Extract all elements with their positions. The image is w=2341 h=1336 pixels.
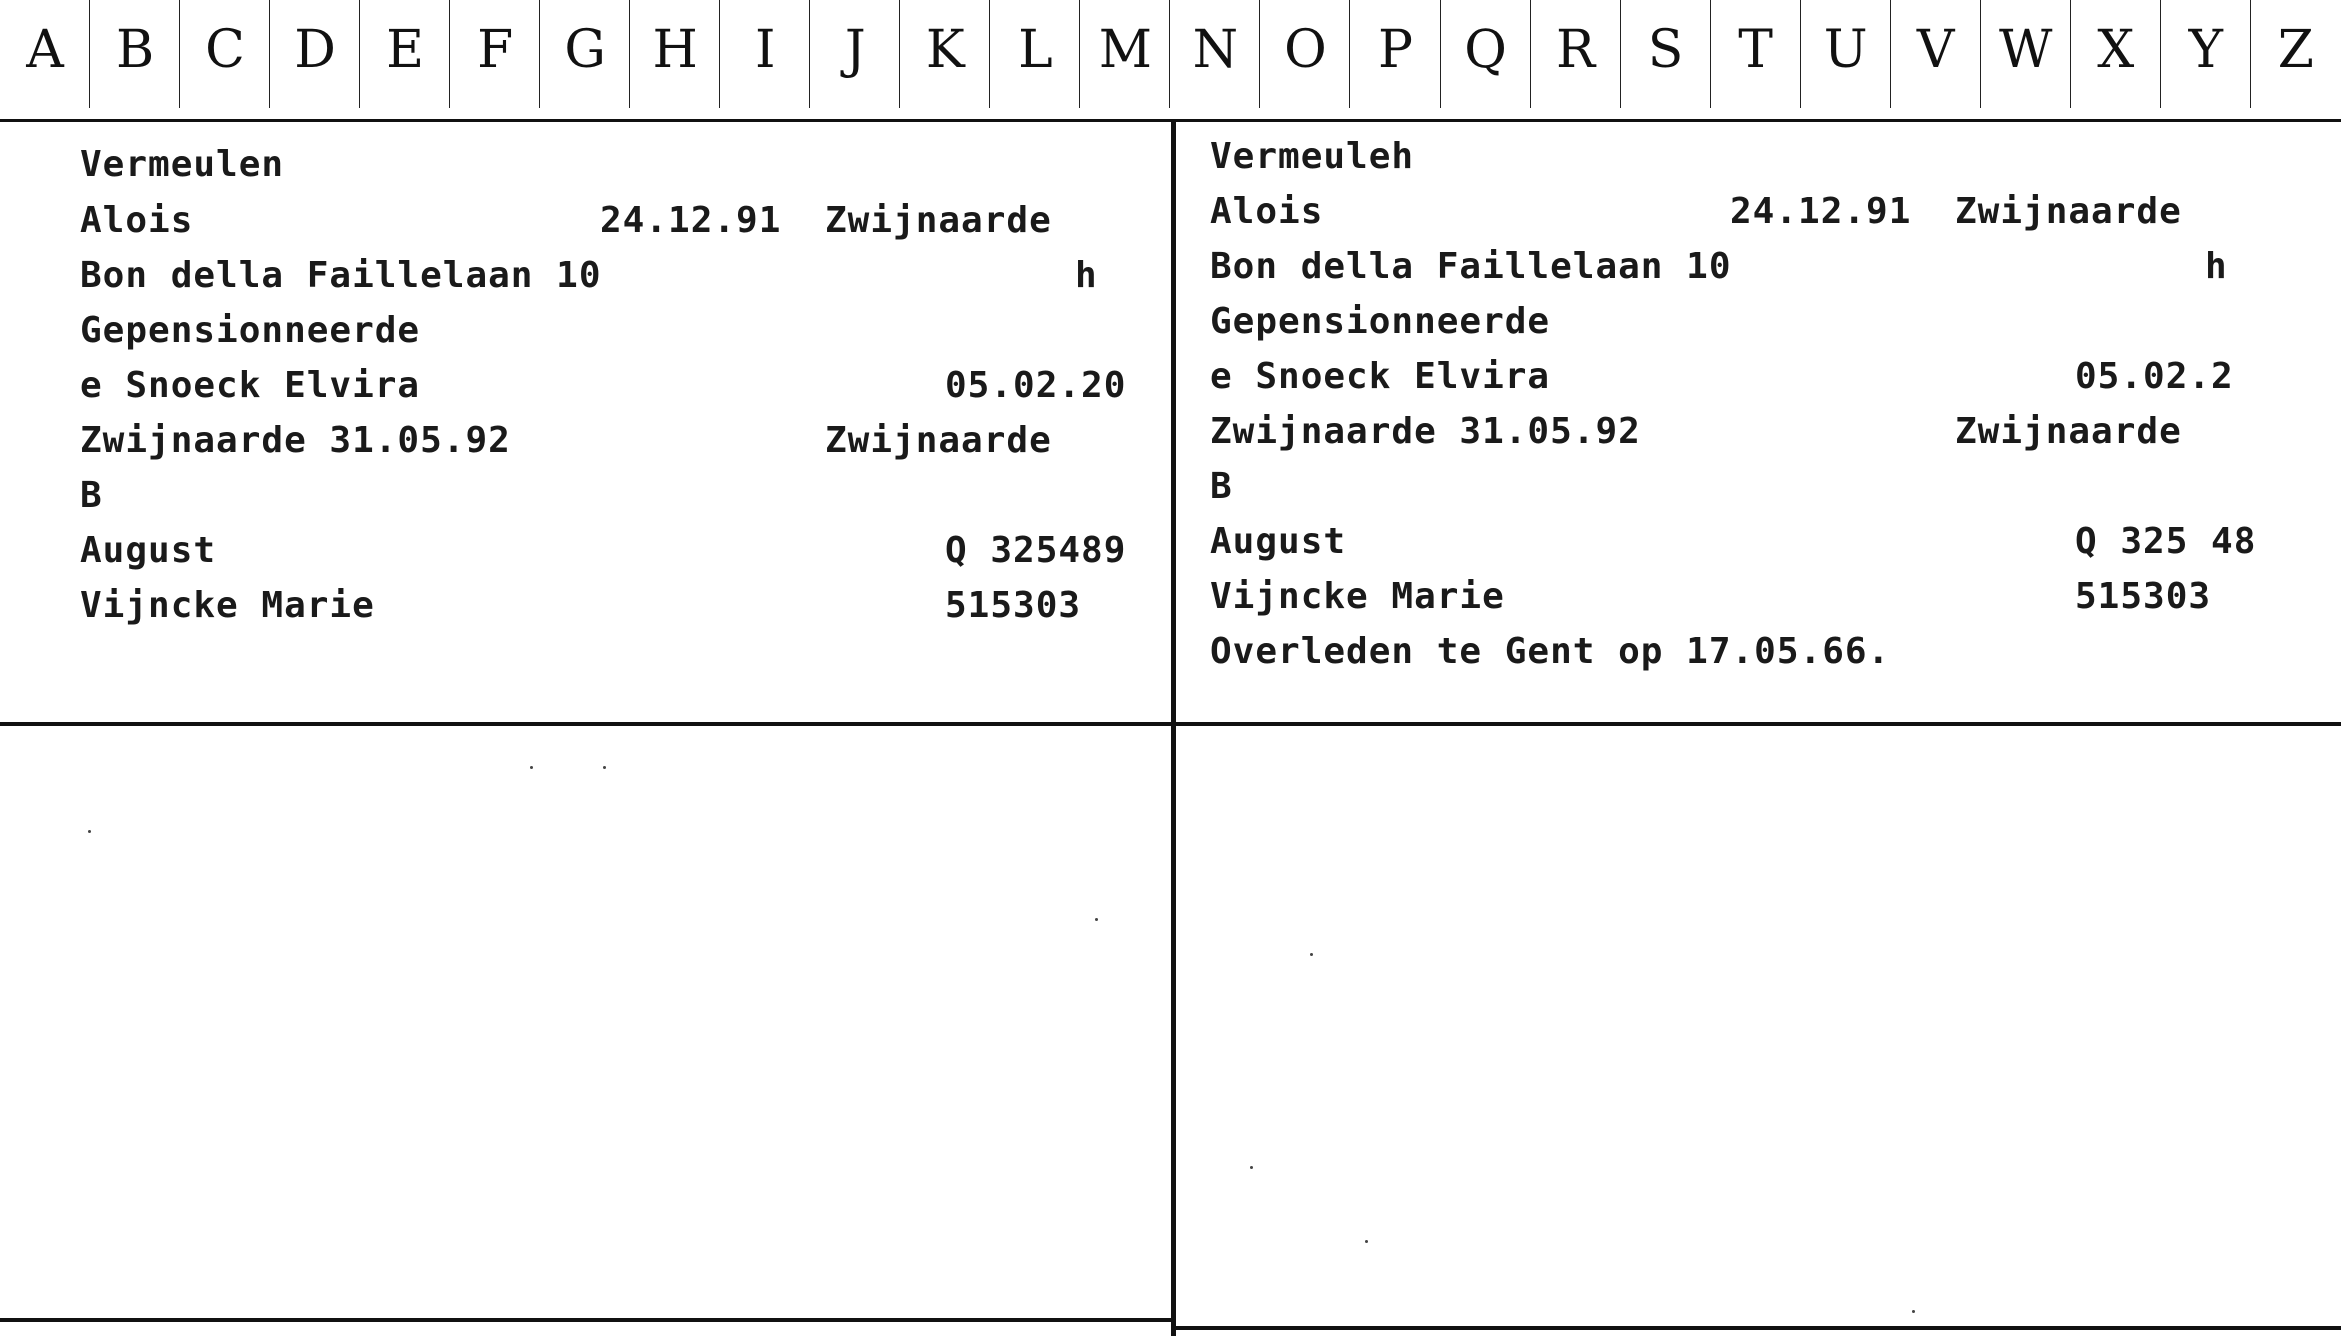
- spouse-field: e Snoeck Elvira: [1210, 356, 1551, 397]
- index-letter-v: V: [1891, 0, 1981, 119]
- address-mark: h: [2205, 246, 2228, 287]
- index-letter-y: Y: [2161, 0, 2251, 119]
- scan-speck: [603, 766, 606, 769]
- index-letter-e: E: [360, 0, 450, 119]
- index-letter-j: J: [810, 0, 900, 119]
- index-letter-u: U: [1801, 0, 1891, 119]
- mother-field: Vijncke Marie: [80, 585, 375, 626]
- mother-line: [80, 585, 1160, 749]
- index-letter-z: Z: [2277, 20, 2314, 80]
- index-letter-k: K: [900, 0, 990, 119]
- index-letter-l: L: [990, 0, 1080, 119]
- marriage-place-field: Zwijnaarde: [825, 420, 1052, 461]
- death-note: Overleden te Gent op 17.05.66.: [1210, 631, 1891, 672]
- index-letter-i: I: [720, 0, 810, 119]
- spouse-birth-date-field: 05.02.2: [2075, 356, 2234, 397]
- occupation-field: Gepensionneerde: [1210, 301, 1551, 342]
- address-field: Bon della Faillelaan 10: [80, 255, 602, 296]
- address-mark: h: [1075, 255, 1098, 296]
- file-number-field: 515303: [2075, 576, 2212, 617]
- surname-field: Vermeulen: [80, 144, 285, 185]
- index-letter-o: O: [1260, 0, 1350, 119]
- scan-speck: [1250, 1166, 1253, 1169]
- index-letter-q: Q: [1441, 0, 1531, 119]
- scan-speck: [88, 830, 91, 833]
- mother-field: Vijncke Marie: [1210, 576, 1505, 617]
- index-letter-a: A: [0, 0, 90, 119]
- address-field: Bon della Faillelaan 10: [1210, 246, 1732, 287]
- scan-speck: [530, 766, 533, 769]
- reference-number-field: Q 325 48: [2075, 521, 2257, 562]
- marriage-date-field: Zwijnaarde 31.05.92: [80, 420, 511, 461]
- father-field: August: [80, 530, 217, 571]
- index-letter-m: M: [1080, 0, 1170, 119]
- birth-date-field: 24.12.91: [600, 200, 782, 241]
- index-letter-s: S: [1621, 0, 1711, 119]
- index-letter-h: H: [630, 0, 720, 119]
- record-card-left: [0, 122, 1172, 724]
- birth-place-field: Zwijnaarde: [825, 200, 1052, 241]
- first-name-field: Alois: [80, 200, 194, 241]
- reference-number-field: Q 325489: [945, 530, 1127, 571]
- surname-field: Vermeuleh: [1210, 136, 1415, 177]
- first-name-field: Alois: [1210, 191, 1324, 232]
- nationality-field: B: [80, 475, 103, 516]
- index-letter-b: B: [90, 0, 180, 119]
- birth-date-field: 24.12.91: [1730, 191, 1912, 232]
- occupation-field: Gepensionneerde: [80, 310, 421, 351]
- scan-speck: [1310, 953, 1313, 956]
- index-letter-c: C: [180, 0, 270, 119]
- index-letter-n: N: [1170, 0, 1260, 119]
- index-letter-p: P: [1350, 0, 1440, 119]
- index-letter-t: T: [1711, 0, 1801, 119]
- spouse-field: e Snoeck Elvira: [80, 365, 421, 406]
- father-field: August: [1210, 521, 1347, 562]
- record-card-right: [1178, 122, 2341, 724]
- alphabet-index-strip: [0, 0, 2341, 122]
- index-letter-x: X: [2071, 0, 2161, 119]
- lower-left-bottom-rule: [0, 1318, 1171, 1322]
- index-letter-d: D: [270, 0, 360, 119]
- index-letter-f: F: [450, 0, 540, 119]
- spouse-birth-date-field: 05.02.20: [945, 365, 1127, 406]
- marriage-place-field: Zwijnaarde: [1955, 411, 2182, 452]
- index-letter-r: R: [1531, 0, 1621, 119]
- file-number-field: 515303: [945, 585, 1082, 626]
- alphabet-letters: [0, 0, 2341, 119]
- nationality-field: B: [1210, 466, 1233, 507]
- index-letter-w: W: [1981, 0, 2071, 119]
- scan-speck: [1912, 1310, 1915, 1313]
- scan-speck: [1095, 918, 1098, 921]
- birth-place-field: Zwijnaarde: [1955, 191, 2182, 232]
- lower-right-bottom-rule: [1176, 1326, 2341, 1330]
- scan-speck: [1365, 1240, 1368, 1243]
- marriage-date-field: Zwijnaarde 31.05.92: [1210, 411, 1641, 452]
- index-letter-g: G: [540, 0, 630, 119]
